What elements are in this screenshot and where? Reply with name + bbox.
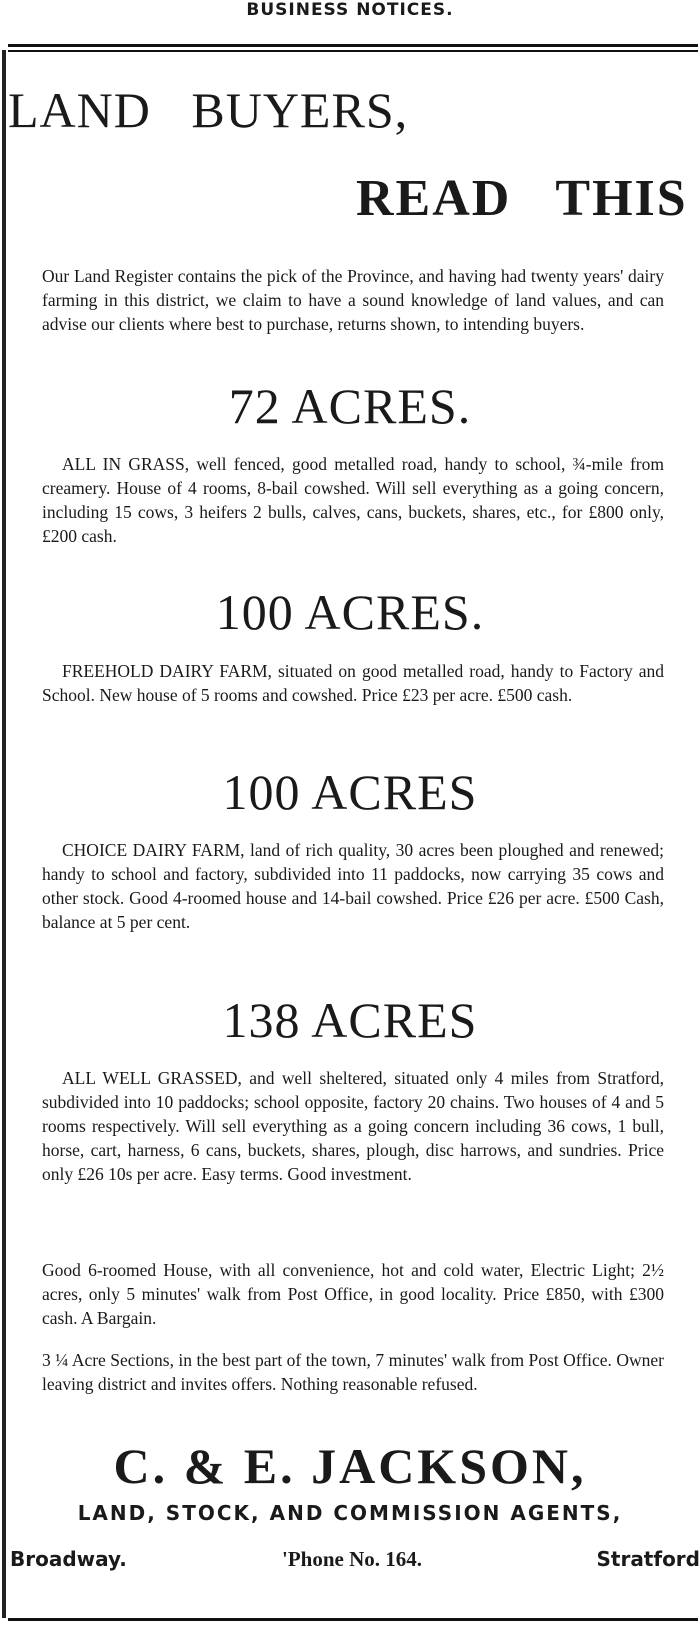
house-listing-paragraph: Good 6-roomed House, with all convenience, hot and cold water, Electric Light; 2½ acres, only 5 minutes' walk from Post Office, in good locality. Price £850, with £300 cash. A Bargain. [42, 1260, 664, 1328]
page-header-title: BUSINESS NOTICES. [246, 0, 454, 20]
top-rule-thin [8, 50, 698, 52]
listing-heading-138-acres: 138 ACRES [222, 992, 478, 1048]
left-border-rule [2, 50, 6, 1618]
headline-land-buyers: LAND BUYERS, [8, 82, 409, 138]
firm-name: C. & E. JACKSON, [113, 1438, 587, 1494]
listing-heading-72-acres: 72 ACRES. [228, 378, 472, 434]
footer-address: Broadway. [10, 1547, 127, 1571]
listing-body-72-acres: ALL IN GRASS, well fenced, good metalled road, handy to school, ¾-mile from creamery. House of 4 rooms, 8-bail cowshed. Will sell everything as a going concern, including 15 cows, 3 heifers 2 bulls, calves, cans, buckets, shares, etc., for £800 only, £200 cash. [42, 454, 664, 546]
bottom-rule [8, 1618, 698, 1621]
intro-paragraph: Our Land Register contains the pick of the Province, and having had twenty years' dairy farming in this district, we claim to have a sound knowledge of land values, and can advise our clients where best to purchase, returns shown, to intending buyers. [42, 266, 664, 334]
listing-body-138-acres: ALL WELL GRASSED, and well sheltered, situated only 4 miles from Stratford, subdivided into 10 paddocks; school opposite, factory 20 chains. Two houses of 4 and 5 rooms respectively. Will sell everything as a going concern including 36 cows, 1 bull, horse, cart, harness, 6 cans, buckets, shares, plough, disc harrows, and sundries. Price only £26 10s per acre. Easy terms. Good investment. [42, 1068, 664, 1184]
headline-read-this: READ THIS [356, 170, 688, 227]
top-rule-thick [8, 44, 698, 47]
listing-heading-100-acres-freehold: 100 ACRES. [215, 584, 485, 640]
footer-town: Stratford [596, 1547, 700, 1571]
sections-listing-paragraph: 3 ¼ Acre Sections, in the best part of the town, 7 minutes' walk from Post Office. Owner leaving district and invites offers. Nothing reasonable refused. [42, 1350, 664, 1394]
listing-heading-100-acres-choice: 100 ACRES [222, 764, 478, 820]
footer-phone: 'Phone No. 164. [282, 1547, 423, 1571]
listing-body-100-acres-freehold: FREEHOLD DAIRY FARM, situated on good metalled road, handy to Factory and School. New house of 5 rooms and cowshed. Price £23 per acre. £500 cash. [42, 661, 664, 705]
listing-body-100-acres-choice: CHOICE DAIRY FARM, land of rich quality, 30 acres been ploughed and renewed; handy to school and factory, subdivided into 11 paddocks, now carrying 35 cows and other stock. Good 4-roomed house and 14-bail cowshed. Price £26 per acre. £500 Cash, balance at 5 per cent. [42, 840, 664, 932]
firm-description: LAND, STOCK, AND COMMISSION AGENTS, [77, 1501, 623, 1525]
